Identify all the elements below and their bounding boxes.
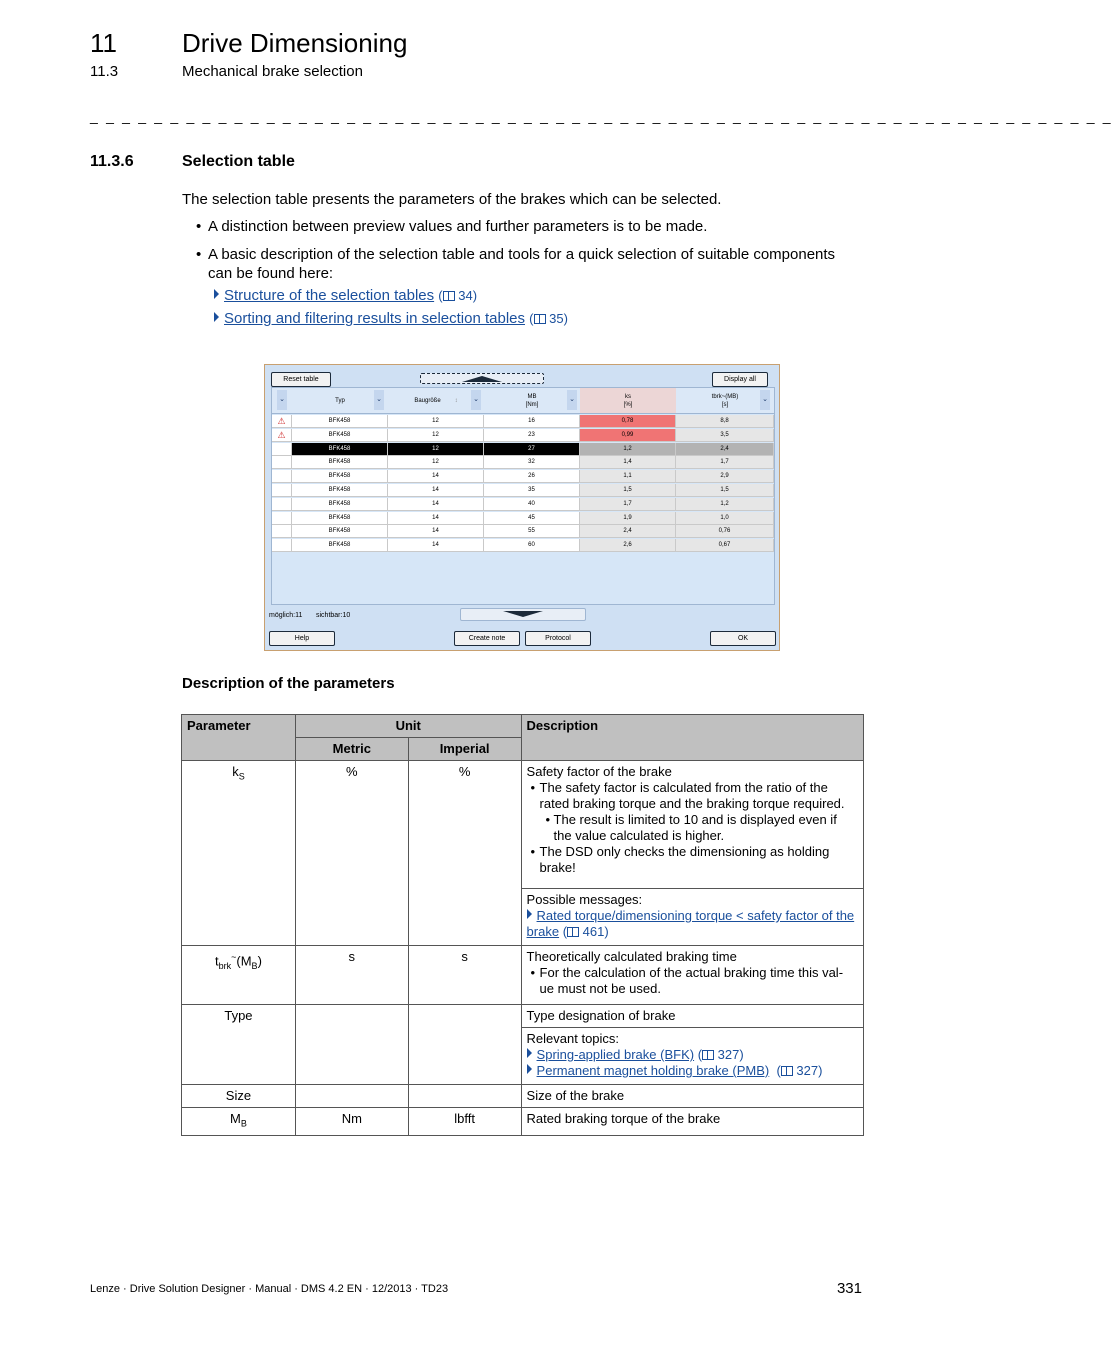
grid-cell: 14 bbox=[388, 498, 484, 511]
link-permanent-magnet-brake[interactable]: Permanent magnet holding brake (PMB) bbox=[536, 1063, 770, 1078]
parameter-table bbox=[181, 714, 864, 1136]
param-type: Type bbox=[182, 1005, 296, 1085]
cell-metric: s bbox=[295, 946, 408, 1005]
grid-cell: 1,4 bbox=[580, 456, 676, 469]
grid-cell: 32 bbox=[484, 456, 580, 469]
chevron-down-icon[interactable]: ⌄ bbox=[567, 390, 577, 410]
table-row[interactable] bbox=[272, 456, 774, 469]
grid-cell: 0,67 bbox=[676, 539, 774, 552]
page-reference: ( 35) bbox=[529, 311, 568, 326]
chevron-down-icon[interactable]: ⌄ bbox=[374, 390, 384, 410]
grid-cell: BFK458 bbox=[292, 470, 388, 483]
reset-table-button[interactable]: Reset table bbox=[271, 372, 331, 387]
page-ref-number: 461) bbox=[579, 924, 609, 939]
messages-label: Possible messages: bbox=[526, 892, 643, 907]
param-ks: $k_S$ bbox=[182, 761, 296, 946]
description-title: Theoretically calculated braking time bbox=[526, 949, 737, 964]
page-ref-number: 327) bbox=[792, 1063, 823, 1078]
intro-text: The selection table presents the parameters of the brakes which can be selected. bbox=[182, 191, 722, 208]
cell-description bbox=[521, 946, 863, 1005]
row-marker bbox=[272, 512, 292, 525]
grid-cell: 1,0 bbox=[676, 512, 774, 525]
grid-cell: 1,1 bbox=[580, 470, 676, 483]
grid-cell: 40 bbox=[484, 498, 580, 511]
grid-cell: 12 bbox=[388, 456, 484, 469]
grid-cell: 14 bbox=[388, 484, 484, 497]
table-row[interactable] bbox=[272, 415, 774, 428]
grid-cell: 26 bbox=[484, 470, 580, 483]
grid-cell: BFK458 bbox=[292, 484, 388, 497]
table-row[interactable] bbox=[272, 443, 774, 456]
link-row-structure bbox=[214, 287, 477, 304]
section-title: Mechanical brake selection bbox=[182, 63, 363, 80]
table-row[interactable] bbox=[272, 429, 774, 442]
description-heading: Description of the parameters bbox=[182, 675, 395, 692]
grid-cell: 2,4 bbox=[580, 525, 676, 538]
grid-cell: 1,7 bbox=[580, 498, 676, 511]
selection-table-screenshot bbox=[264, 364, 780, 651]
cell-topics: Relevant topics: Spring-applied brake (BFK) ( 327) Permanent magnet holding brake (PMB) ( 327) bbox=[521, 1028, 863, 1085]
arrow-right-icon bbox=[527, 1048, 532, 1058]
grid-cell: BFK458 bbox=[292, 525, 388, 538]
grid-cell: 14 bbox=[388, 539, 484, 552]
grid-cell: 12 bbox=[388, 415, 484, 428]
subsection-title: Selection table bbox=[182, 153, 295, 170]
column-header-ks[interactable] bbox=[580, 388, 676, 413]
status-possible: möglich:11 bbox=[269, 612, 303, 619]
ok-button[interactable]: OK bbox=[710, 631, 776, 646]
arrow-right-icon bbox=[527, 1064, 532, 1074]
page-reference: ( 34) bbox=[438, 288, 478, 303]
grid-cell: 1,9 bbox=[580, 512, 676, 525]
grid-cell: BFK458 bbox=[292, 415, 388, 428]
subsection-number: 11.3.6 bbox=[90, 153, 134, 170]
row-marker bbox=[272, 498, 292, 511]
section-number: 11.3 bbox=[90, 63, 119, 80]
grid-cell: 27 bbox=[484, 443, 580, 456]
grid-cell: 12 bbox=[388, 443, 484, 456]
table-row[interactable] bbox=[272, 525, 774, 538]
grid-header bbox=[272, 388, 774, 414]
header-separator: _ _ _ _ _ _ _ _ _ _ _ _ _ _ _ _ _ _ _ _ _ _ _ _ _ _ _ _ _ _ _ _ _ _ _ _ _ _ _ _ _ _ _ _ _ _ _ _ _ _ _ _ _ _ _ _ _ _ _ _ _ _ _ _ bbox=[90, 108, 1113, 124]
grid-cell: 1,5 bbox=[580, 484, 676, 497]
cell-description: Size of the brake bbox=[521, 1085, 863, 1108]
column-label: MB [Nm] bbox=[525, 393, 539, 408]
header-description: Description bbox=[521, 715, 863, 761]
table-row[interactable] bbox=[272, 484, 774, 497]
grid-cell: 35 bbox=[484, 484, 580, 497]
grid-cell: 60 bbox=[484, 539, 580, 552]
table-header-row bbox=[182, 715, 864, 738]
link-safety-factor-message[interactable]: Rated torque/dimensioning torque < safety factor of the brake bbox=[526, 908, 855, 939]
grid-cell: 1,5 bbox=[676, 484, 774, 497]
header-unit: Unit bbox=[295, 715, 521, 738]
arrow-right-icon bbox=[214, 289, 219, 299]
grid-cell: BFK458 bbox=[292, 456, 388, 469]
row-marker bbox=[272, 443, 292, 456]
list-item: • The DSD only checks the dimensioning as holding brake! bbox=[527, 844, 858, 876]
table-row[interactable] bbox=[272, 512, 774, 525]
grid-cell: 45 bbox=[484, 512, 580, 525]
grid-cell: 0,78 bbox=[580, 415, 676, 428]
table-row bbox=[182, 1108, 864, 1136]
description-title: Safety factor of the brake bbox=[526, 764, 672, 779]
footer-text: Lenze · Drive Solution Designer · Manual · DMS 4.2 EN · 12/2013 · TD23 bbox=[90, 1283, 449, 1295]
row-marker bbox=[272, 539, 292, 552]
header-imperial: Imperial bbox=[408, 738, 521, 761]
chevron-down-icon[interactable]: ⌄ bbox=[471, 390, 481, 410]
results-grid bbox=[271, 387, 775, 605]
cell-messages: Possible messages: Rated torque/dimensioning torque < safety factor of the brake ( 461) bbox=[521, 889, 863, 946]
grid-cell: 1,2 bbox=[676, 498, 774, 511]
grid-cell: 16 bbox=[484, 415, 580, 428]
grid-cell: 0,76 bbox=[676, 525, 774, 538]
link-structure-selection-tables[interactable]: Structure of the selection tables bbox=[224, 287, 435, 304]
column-label: tbrk~(MB) [s] bbox=[711, 393, 739, 408]
list-item: • The safety factor is calculated from the ratio of the rated braking torque and the braking torque required. bbox=[527, 780, 858, 812]
cell-imperial: lbfft bbox=[408, 1108, 521, 1136]
link-spring-applied-brake[interactable]: Spring-applied brake (BFK) bbox=[536, 1047, 695, 1062]
status-visible: sichtbar:10 bbox=[316, 612, 351, 619]
page-ref-number: 34) bbox=[454, 288, 478, 303]
grid-cell: BFK458 bbox=[292, 498, 388, 511]
page-ref-number: 327) bbox=[714, 1047, 744, 1062]
cell-imperial bbox=[408, 1085, 521, 1108]
chapter-title: Drive Dimensioning bbox=[182, 28, 408, 58]
list-item: • For the calculation of the actual braking time this val- ue must not be used. bbox=[527, 965, 858, 997]
header-parameter: Parameter bbox=[182, 715, 296, 761]
param-mb: $M_B$ bbox=[182, 1108, 296, 1136]
arrow-down-icon bbox=[503, 611, 543, 617]
book-icon bbox=[781, 1066, 793, 1076]
chevron-down-icon[interactable]: ⌄ bbox=[277, 390, 287, 410]
book-icon bbox=[443, 291, 455, 301]
sort-icon: ↕ bbox=[454, 397, 458, 404]
warning-icon: ⚠ bbox=[272, 429, 292, 442]
cell-metric: % bbox=[295, 761, 408, 946]
create-note-button[interactable]: Create note bbox=[454, 631, 520, 646]
arrow-right-icon bbox=[527, 909, 532, 919]
grid-cell: 3,5 bbox=[676, 429, 774, 442]
link-sorting-filtering[interactable]: Sorting and filtering results in selection tables bbox=[224, 310, 525, 327]
grid-cell: 23 bbox=[484, 429, 580, 442]
grid-cell: BFK458 bbox=[292, 429, 388, 442]
arrow-right-icon bbox=[214, 312, 219, 322]
grid-cell: 14 bbox=[388, 470, 484, 483]
table-row[interactable] bbox=[272, 539, 774, 552]
table-row bbox=[182, 1085, 864, 1108]
book-icon bbox=[702, 1050, 714, 1060]
grid-cell: 0,99 bbox=[580, 429, 676, 442]
table-row bbox=[182, 946, 864, 1005]
bullet-text: A basic description of the selection table and tools for a quick selection of suitable components can be found here: bbox=[208, 246, 836, 282]
table-row bbox=[182, 1005, 864, 1028]
column-header-size[interactable] bbox=[388, 388, 484, 413]
grid-cell: 55 bbox=[484, 525, 580, 538]
grid-cell: 8,8 bbox=[676, 415, 774, 428]
list-item: • The result is limited to 10 and is displayed even if the value calculated is higher. bbox=[527, 812, 858, 844]
book-icon bbox=[534, 314, 546, 324]
protocol-button[interactable]: Protocol bbox=[525, 631, 591, 646]
cell-imperial: % bbox=[408, 761, 521, 946]
grid-cell: BFK458 bbox=[292, 539, 388, 552]
param-tbrk: $t_{brk}^\sim(M_B)$ bbox=[182, 946, 296, 1005]
table-row[interactable] bbox=[272, 498, 774, 511]
link-row-sorting bbox=[214, 310, 568, 327]
cell-metric bbox=[295, 1005, 408, 1085]
cell-description: Rated braking torque of the brake bbox=[521, 1108, 863, 1136]
grid-cell: 2,6 bbox=[580, 539, 676, 552]
grid-cell: 14 bbox=[388, 525, 484, 538]
book-icon bbox=[567, 927, 579, 937]
scroll-up-button[interactable] bbox=[420, 373, 544, 384]
row-marker bbox=[272, 456, 292, 469]
grid-cell: 2,4 bbox=[676, 443, 774, 456]
cell-description bbox=[521, 761, 863, 889]
cell-metric: Nm bbox=[295, 1108, 408, 1136]
arrow-up-icon bbox=[462, 376, 502, 382]
column-label: ks [%] bbox=[623, 393, 633, 408]
page-ref-number: 35) bbox=[545, 311, 568, 326]
bullet-text: A distinction between preview values and further parameters is to be made. bbox=[208, 218, 708, 235]
page-number: 331 bbox=[836, 1280, 862, 1297]
cell-imperial: s bbox=[408, 946, 521, 1005]
chevron-down-icon[interactable]: ⌄ bbox=[760, 390, 770, 410]
chapter-number: 11 bbox=[90, 28, 117, 58]
grid-cell: BFK458 bbox=[292, 443, 388, 456]
grid-cell: BFK458 bbox=[292, 512, 388, 525]
table-row bbox=[182, 761, 864, 889]
grid-cell: 1,2 bbox=[580, 443, 676, 456]
topics-label: Relevant topics: bbox=[526, 1031, 620, 1046]
row-marker bbox=[272, 525, 292, 538]
help-button[interactable]: Help bbox=[269, 631, 335, 646]
column-label: Typ bbox=[335, 397, 345, 404]
cell-imperial bbox=[408, 1005, 521, 1085]
row-marker bbox=[272, 470, 292, 483]
warning-icon: ⚠ bbox=[272, 415, 292, 428]
scroll-down-button[interactable] bbox=[460, 608, 586, 621]
display-all-button[interactable]: Display all bbox=[712, 372, 768, 387]
grid-cell: 12 bbox=[388, 429, 484, 442]
cell-description: Type designation of brake bbox=[521, 1005, 863, 1028]
header-metric: Metric bbox=[295, 738, 408, 761]
grid-cell: 2,9 bbox=[676, 470, 774, 483]
grid-cell: 1,7 bbox=[676, 456, 774, 469]
table-row[interactable] bbox=[272, 470, 774, 483]
column-header-mb[interactable] bbox=[484, 388, 580, 413]
row-marker bbox=[272, 484, 292, 497]
cell-metric bbox=[295, 1085, 408, 1108]
column-label: Baugröße bbox=[414, 397, 441, 404]
grid-cell: 14 bbox=[388, 512, 484, 525]
param-size: Size bbox=[182, 1085, 296, 1108]
